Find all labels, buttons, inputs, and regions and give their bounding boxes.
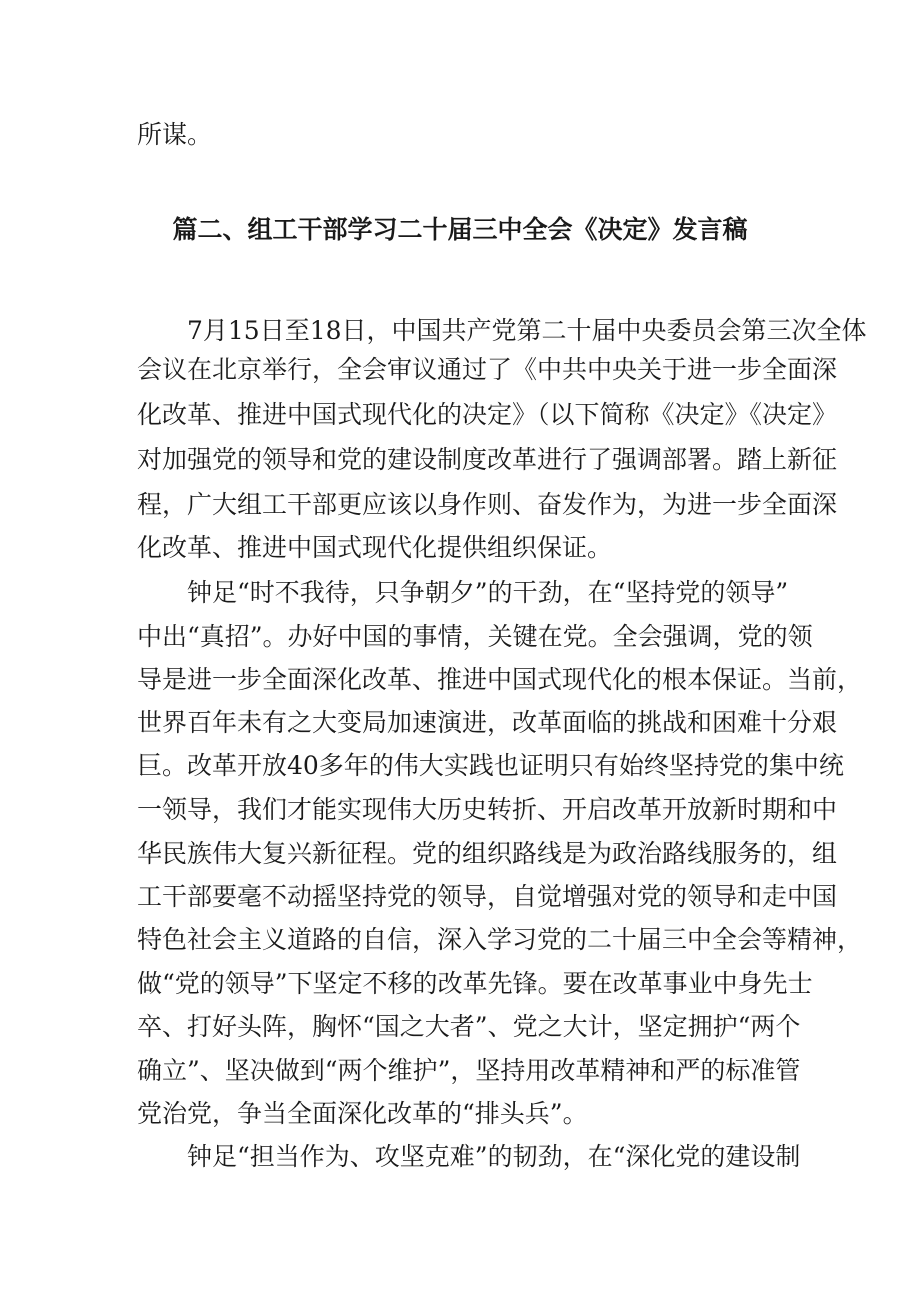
paragraph-line: 华民族伟大复兴新征程。党的组织路线是为政治路线服务的，组: [137, 839, 838, 868]
paragraph-line: 导是进一步全面深化改革、推进中国式现代化的根本保证。当前，: [137, 665, 863, 694]
paragraph-line: 做“党的领导”下坚定不移的改革先锋。要在改革事业中身先士: [137, 969, 813, 998]
paragraph-line: 党治党，争当全面深化改革的“排头兵”。: [137, 1099, 588, 1128]
paragraph-line: 钟足“时不我待，只争朝夕”的干劲，在“坚持党的领导”: [187, 578, 789, 607]
paragraph-line: 确立”、坚决做到“两个维护”，坚持用改革精神和严的标准管: [137, 1056, 801, 1085]
lead-fragment: 所谋。: [137, 120, 213, 149]
paragraph-line: 工干部要毫不动摇坚持党的领导，自觉增强对党的领导和走中国: [137, 882, 838, 911]
paragraph-line: 特色社会主义道路的自信，深入学习党的二十届三中全会等精神，: [137, 925, 863, 954]
paragraph-line: 7月15日至18日，中国共产党第二十届中央委员会第三次全体: [187, 316, 867, 345]
paragraph-line: 卒、打好头阵，胸怀“国之大者”、党之大计，坚定拥护“两个: [137, 1012, 801, 1041]
paragraph-line: 钟足“担当作为、攻坚克难”的韧劲，在“深化党的建设制: [187, 1142, 801, 1171]
paragraph-line: 一领导，我们才能实现伟大历史转折、开启改革开放新时期和中: [137, 795, 838, 824]
paragraph-line: 世界百年未有之大变局加速演进，改革面临的挑战和困难十分艰: [137, 708, 838, 737]
paragraph-line: 中出“真招”。办好中国的事情，关键在党。全会强调，党的领: [137, 622, 813, 651]
paragraph-line: 对加强党的领导和党的建设制度改革进行了强调部署。踏上新征: [137, 445, 838, 474]
paragraph-line: 化改革、推进中国式现代化的决定》（以下简称《决定》《决定》: [137, 400, 838, 429]
paragraph-line: 程，广大组工干部更应该以身作则、奋发作为，为进一步全面深: [137, 490, 838, 519]
page-title: 篇二、组工干部学习二十届三中全会《决定》发言稿: [172, 215, 748, 244]
paragraph-line: 化改革、推进中国式现代化提供组织保证。: [137, 533, 613, 562]
paragraph-line: 巨。改革开放40多年的伟大实践也证明只有始终坚持党的集中统: [137, 751, 844, 780]
paragraph-line: 会议在北京举行，全会审议通过了《中共中央关于进一步全面深: [137, 355, 838, 384]
